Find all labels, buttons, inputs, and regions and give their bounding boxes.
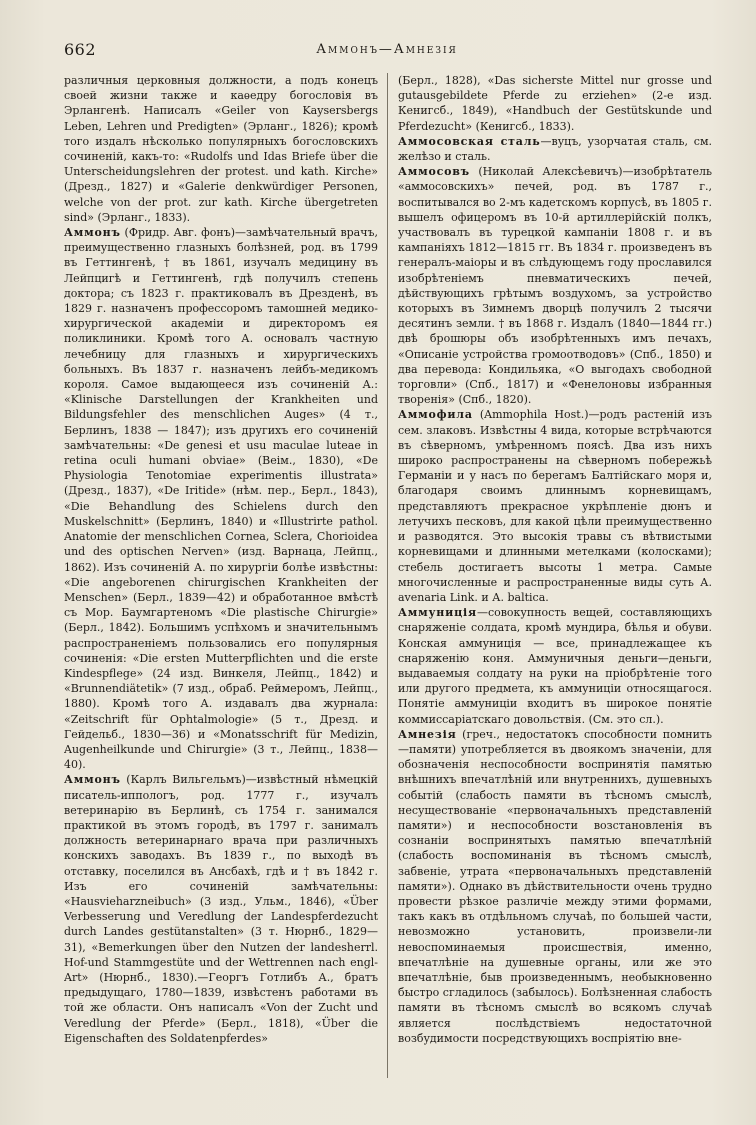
entry-headword: Аммонъ (64, 773, 121, 787)
left-column (64, 73, 378, 1081)
entry-amnesia (398, 727, 712, 1046)
entry-headword: Аммуниція (398, 606, 477, 620)
entry-headword: Аммофила (398, 408, 473, 422)
entry-ammunition (398, 605, 712, 727)
entry-text: —совокупность вещей, составляющихъ снаряженіе солдата, кромѣ мундира, бѣлья и обуви. Конская аммуниція — все, принадлежащее къ снаряженію коня. Аммуничныя деньги—деньги, выдаваемыя солдату на руки на пріобрѣтеніе того или другого предмета, къ аммуниціи относящагося. Понятіе аммуниціи входитъ въ широкое понятіе коммиссаріатскаго довольствія. (См. это сл.). (398, 606, 712, 726)
entry-ammosov-steel (398, 134, 712, 164)
entry-text: различныя церковныя должности, а подъ конецъ своей жизни также и каѳедру богословія въ Эрлангенѣ. Написалъ «Geiler von Kaysersbergs Leben, Lehren und Predigten» (Эрланг., 1826); кромѣ того издалъ нѣсколько популярныхъ богословскихъ сочиненій, какъ-то: «Rudolfs und Idas Briefe über die Unterscheidungslehren der protest. und kath. Kirche» (Дрезд., 1827) и «Galerie denkwürdiger Personen, welche von der prot. zur kath. Kirche übergetreten sind» (Эрланг., 1833). (64, 74, 378, 224)
page-header (64, 40, 710, 62)
entry-text: (Берл., 1828), «Das sicherste Mittel nur grosse und gutausgebildete Pferde zu erziehen» (2-е изд. Кенигсб., 1849), «Handbuch der Gestütskunde und Pferdezucht» (Кенигсб., 1833). (398, 74, 712, 133)
page-number: 662 (64, 40, 97, 59)
entry-headword: Аммосовская сталь (398, 134, 541, 148)
entry-ammosov (398, 164, 712, 407)
entry-text: (Карлъ Вильгельмъ)—извѣстный нѣмецкій писатель-иппологъ, род. 1777 г., изучалъ ветеринарію въ Берлинѣ, съ 1754 г. занимался практикой въ этомъ городѣ, въ 1797 г. занималъ должность ветеринарнаго врача при различныхъ конскихъ заводахъ. Въ 1839 г., по выходѣ въ отставку, поселился въ Ансбахѣ, гдѣ и † въ 1842 г. Изъ его сочиненій замѣчательны: «Hausvieharzneibuch» (3 изд., Ульм., 1846), «Über Verbesserung und Veredlung der Landespferdezucht durch Landes gestütanstalten» (3 т. Нюрнб., 1829—31), «Bemerkungen über den Nutzen der landesherrl. Hof-und Stammgestüte und der Wettrennen nach engl-Art» (Нюрнб., 1830).—Георгъ Готлибъ А., братъ предыдущаго, 1780—1839, извѣстенъ работами въ той же области. Онъ написалъ «Von der Zucht und Veredlung der Pferde» (Берл., 1818), «Über die Eigenschaften des Soldatenpferdes» (64, 773, 378, 1045)
column-divider (387, 73, 388, 1078)
entry-ammophila (398, 407, 712, 605)
entry-text: —вуцъ, узорчатая сталь, см. желѣзо и сталь. (398, 134, 712, 164)
right-column (398, 73, 712, 1081)
entry-ammon-karl (64, 772, 378, 1046)
entry-continuation (64, 73, 378, 225)
entry-headword: Аммонъ (64, 226, 121, 240)
running-title: Аммонъ—Амнезія (316, 42, 458, 57)
entry-headword: Аммосовъ (398, 165, 470, 179)
entry-ammon-friedrich (64, 225, 378, 772)
entry-text: (греч., недостатокъ способности помнить—памяти) употребляется въ двоякомъ значеніи, для обозначенія неспособности воспринятія памятью внѣшнихъ впечатлѣній или внутреннихъ, душевныхъ событій (слабость памяти въ тѣсномъ смыслѣ, несуществованіе «первоначальныхъ представленій памяти») и неспособности возстановленія въ сознаніи воспринятыхъ памятью впечатлѣній (слабость воспоминанія въ тѣсномъ смыслѣ, забвеніе, утрата «первоначальныхъ представленій памяти»). Однако въ дѣйствительности очень трудно провести рѣзкое различіе между этими формами, такъ какъ въ отдѣльномъ случаѣ, по большей части, невозможно установить, произвели-ли невоспоминаемыя происшествія, именно, впечатлѣніе на душевные органы, или же это впечатлѣніе, быв произведеннымъ, необыкновенно быстро сгладилось (забылось). Болѣзненная слабость памяти въ тѣсномъ смыслѣ во всякомъ случаѣ является послѣдствіемъ недостаточной возбудимости посредствующихъ воспріятію вне- (398, 727, 712, 1045)
entry-text: (Фридр. Авг. фонъ)—замѣчательный врачъ, преимущественно глазныхъ болѣзней, род. въ 1799 въ Геттингенѣ, † въ 1861, изучалъ медицину въ Лейпцигѣ и Геттингенѣ, гдѣ получилъ степень доктора; съ 1823 г. практиковалъ въ Дрезденѣ, въ 1829 г. назначенъ профессоромъ тамошней медико-хирургической академіи и директоромъ ея поликлиники. Кромѣ того А. основалъ частную лечебницу для глазныхъ и хирургическихъ больныхъ. Въ 1837 г. назначенъ лейбъ-медикомъ короля. Самое выдающееся изъ сочиненій А.: «Klinische Darstellungen der Krankheiten und Bildungsfehler des menschlichen Auges» (4 т., Берлинъ, 1838 — 1847); изъ другихъ его сочиненій замѣчательны: «De genesi et usu maculae luteae in retina oculi humani obviae» (Веім., 1830), «De Physiologia Tenotomiae experimentis illustrata» (Дрезд., 1837), «De Iritide» (нѣм. пер., Берл., 1843), «Die Behandlung des Schielens durch den Muskelschnitt» (Берлинъ, 1840) и «Illustrirte pathol. Anatomie der menschlichen Cornea, Sclera, Chorioidea und des optischen Nerven» (изд. Варнаца, Лейпц., 1862). Изъ сочиненій А. по хирургіи болѣе извѣстны: «Die angeborenen chirurgischen Krankheiten der Menschen» (Берл., 1839—42) и обработанное вмѣстѣ съ Мор. Баумгартеномъ «Die plastische Chirurgie» (Берл., 1842). Большимъ успѣхомъ и значительнымъ распространеніемъ пользовались его популярныя сочиненія: «Die ersten Mutterpflichten und die erste Kindespflege» (24 изд. Винкеля, Лейпц., 1842) и «Brunnendiätetik» (7 изд., обраб. Реймеромъ, Лейпц., 1880). Кромѣ того А. издавалъ два журнала: «Zeitschrift für Ophtalmologie» (5 т., Дрезд. и Гейдельб., 1830—36) и «Monatsschrift für Medizin, Augenheilkunde und Chirurgie» (3 т., Лейпц., 1838—40). (64, 226, 378, 772)
entry-headword: Амнезія (398, 727, 457, 741)
entry-continuation (398, 73, 712, 134)
entry-text: (Николай Алексѣевичъ)—изобрѣтатель «аммосовскихъ» печей, род. въ 1787 г., воспитывался во 2-мъ кадетскомъ корпусѣ, въ 1805 г. вышелъ офицеромъ въ 10-й артиллерійскій полкъ, участвовалъ въ турецкой кампаніи 1808 г. и въ кампаніяхъ 1812—1815 гг. Въ 1834 г. произведенъ въ генералъ-маіоры и въ слѣдующемъ году прославился изобрѣтеніемъ пневматическихъ печей, дѣйствующихъ грѣтымъ воздухомъ, за устройство которыхъ въ Зимнемъ дворцѣ получилъ 2 тысячи десятинъ земли. † въ 1868 г. Издалъ (1840—1844 гг.) двѣ брошюры объ изобрѣтенныхъ имъ печахъ, «Описаніе устройства громоотводовъ» (Спб., 1850) и два перевода: Кондильяка, «О выгодахъ свободной торговли» (Спб., 1817) и «Фенелоновы избранныя творенія» (Спб., 1820). (398, 165, 712, 407)
entry-text: (Ammophila Host.)—родъ растеній изъ сем. злаковъ. Извѣстны 4 вида, которые встрѣчаются въ сѣверномъ, умѣренномъ поясѣ. Два изъ нихъ широко распространены на сѣверномъ побережьѣ Германіи и у насъ по берегамъ Балтійскаго моря и, благодаря своимъ длиннымъ корневищамъ, представляютъ прекрасное укрѣпленіе дюнъ и летучихъ песковъ, для какой цѣли преимущественно и разводятся. Это высокія травы съ вѣтвистыми корневищами и длинными метелками (колосками); стебель достигаетъ высоты 1 метра. Самые многочисленные и распространенные виды суть А. avenaria Link. и А. baltica. (398, 408, 712, 604)
